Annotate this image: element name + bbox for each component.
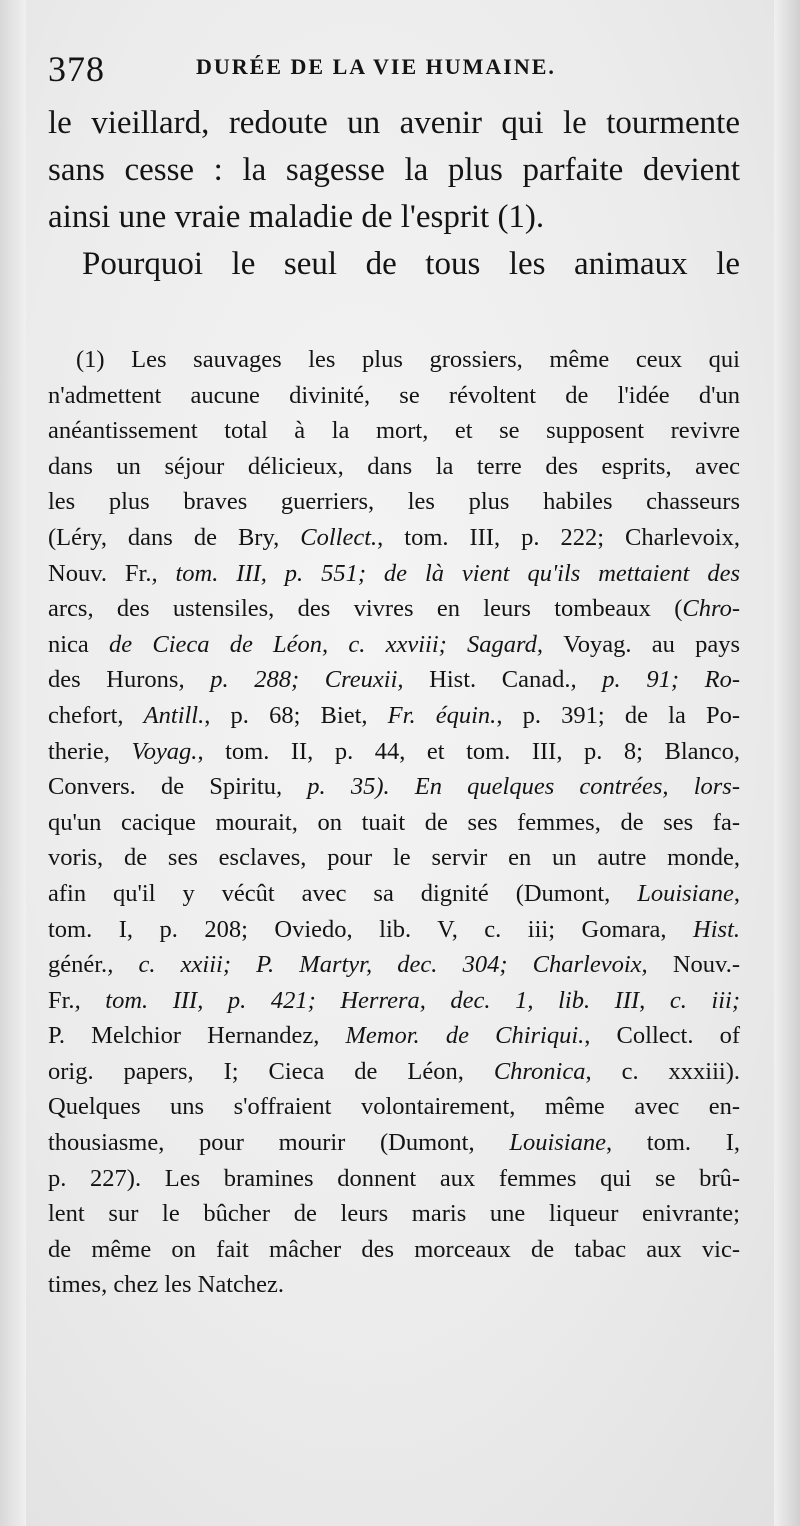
footnote-line xyxy=(48,983,740,1019)
footnote-line xyxy=(48,1125,740,1161)
footnote-line xyxy=(48,734,740,770)
footnote-italic-text: , p. 91; Ro- xyxy=(570,666,740,694)
footnote-text: , c. xxxiii). xyxy=(585,1057,740,1085)
footnote-line xyxy=(48,840,740,876)
footnote xyxy=(48,342,740,1303)
footnote-text: nica xyxy=(48,630,89,658)
footnote-text: anéantissement total à la mort, et se supposent revivre xyxy=(48,417,740,445)
footnote-text: Convers. de Spiritu xyxy=(48,773,276,801)
footnote-line xyxy=(48,449,740,485)
footnote-line xyxy=(48,1196,740,1232)
footnote-line xyxy=(48,413,740,449)
footnote-line xyxy=(48,912,740,948)
main-text-line: ainsi une vraie maladie de l'esprit (1). xyxy=(48,199,545,235)
footnote-text: n'admettent aucune divinité, se révoltent de l'idée d'un xyxy=(48,381,740,409)
footnote-text: , xyxy=(733,879,740,907)
footnote-italic-text: Hist. xyxy=(693,915,740,943)
footnote-text: lent sur le bûcher de leurs maris une liqueur enivrante; xyxy=(48,1200,740,1228)
footnote-line xyxy=(48,1267,740,1303)
footnote-text: Voyag. au pays xyxy=(563,630,740,658)
footnote-line xyxy=(48,698,740,734)
footnote-line xyxy=(48,947,740,983)
main-text xyxy=(48,100,740,288)
footnote-line xyxy=(48,769,740,805)
footnote-italic-text: Louisiane xyxy=(637,879,734,907)
page-edge-right xyxy=(774,0,800,1526)
footnote-text: times, chez les Natchez. xyxy=(48,1271,285,1299)
footnote-line xyxy=(48,662,740,698)
footnote-text: Nouv.- xyxy=(672,951,740,979)
footnote-text: qu'un cacique mourait, on tuait de ses femmes, de ses fa- xyxy=(48,808,740,836)
footnote-italic-text: , tom. III, p. 421; Herrera, dec. 1, lib. III, c. iii; xyxy=(74,986,740,1014)
footnote-text: , Collect. of xyxy=(584,1022,740,1050)
footnote-line xyxy=(48,1054,740,1090)
footnote-italic-text: Chro- xyxy=(682,595,740,623)
footnote-italic-text: , tom. III, p. 551; de là vient qu'ils mettaient des xyxy=(151,559,740,587)
footnote-text: orig. papers, I; Cieca de Léon, xyxy=(48,1057,494,1085)
footnote-text: des Hurons xyxy=(48,666,179,694)
footnote-line xyxy=(48,876,740,912)
footnote-text: Fr. xyxy=(48,986,75,1014)
page-number: 378 xyxy=(48,49,105,89)
footnote-italic-text: , c. xxiii; P. Martyr, dec. 304; Charlevoix, xyxy=(107,951,673,979)
footnote-italic-text: Chronica xyxy=(493,1057,586,1085)
footnote-line xyxy=(48,1018,740,1054)
footnote-text: Nouv. Fr. xyxy=(48,559,152,587)
footnote-line xyxy=(48,591,740,627)
footnote-text: p. 227). Les bramines donnent aux femmes qui se brû- xyxy=(48,1164,740,1192)
footnote-italic-text: Louisiane xyxy=(509,1129,606,1157)
footnote-text: therie, xyxy=(48,737,132,765)
footnote-text: Quelques uns s'offraient volontairement, même avec en- xyxy=(48,1093,740,1121)
footnote-italic-text: , p. 288; Creuxii, xyxy=(178,666,430,694)
footnote-text: , p. 68; Biet, xyxy=(204,701,388,729)
footnote-italic-text: de Cieca de Léon, c. xxviii; Sagard, xyxy=(88,630,564,658)
running-title: DURÉE DE LA VIE HUMAINE. xyxy=(196,54,556,79)
footnote-text: Hist. Canad. xyxy=(429,666,571,694)
footnote-text: afin qu'il y vécût avec sa dignité (Dumont, xyxy=(48,879,638,907)
footnote-line xyxy=(48,484,740,520)
footnote-text: , tom. III, p. 222; Charlevoix, xyxy=(377,523,740,551)
footnote-text: les plus braves guerriers, les plus habiles chasseurs xyxy=(48,488,740,516)
footnote-italic-text: Antill. xyxy=(143,701,205,729)
footnote-line xyxy=(48,1089,740,1125)
footnote-text: (1) Les sauvages les plus grossiers, même ceux qui xyxy=(76,346,740,373)
footnote-text: P. Melchior Hernandez, xyxy=(48,1022,346,1050)
footnote-text: dans un séjour délicieux, dans la terre des esprits, avec xyxy=(48,452,740,480)
footnote-italic-text: Fr. équin. xyxy=(387,701,497,729)
footnote-text: chefort, xyxy=(48,701,144,729)
footnote-italic-text: Memor. de Chiriqui. xyxy=(345,1022,585,1050)
footnote-line xyxy=(48,1161,740,1197)
footnote-line xyxy=(48,520,740,556)
footnote-italic-text: Collect. xyxy=(300,523,378,551)
footnote-line xyxy=(48,342,740,378)
footnote-line xyxy=(48,556,740,592)
page-edge-left xyxy=(0,0,26,1526)
footnote-line xyxy=(48,1232,740,1268)
footnote-text: génér. xyxy=(48,951,108,979)
footnote-text: , tom. I, xyxy=(605,1129,740,1157)
footnote-line xyxy=(48,805,740,841)
main-text-line: sans cesse : la sagesse la plus parfaite devient xyxy=(48,152,740,188)
footnote-line xyxy=(48,627,740,663)
footnote-text: , tom. II, p. 44, et tom. III, p. 8; Blanco, xyxy=(197,737,741,765)
footnote-text: arcs, des ustensiles, des vivres en leurs tombeaux ( xyxy=(48,595,683,623)
footnote-italic-text: , p. 35). En quelques contrées, lors- xyxy=(275,773,740,801)
footnote-text: tom. I, p. 208; Oviedo, lib. V, c. iii; Gomara, xyxy=(48,915,694,943)
main-text-line: le vieillard, redoute un avenir qui le tourmente xyxy=(48,105,740,141)
running-head xyxy=(48,44,740,100)
page-content xyxy=(48,44,740,1303)
footnote-text: de même on fait mâcher des morceaux de tabac aux vic- xyxy=(48,1235,740,1263)
footnote-text: , p. 391; de la Po- xyxy=(496,701,741,729)
footnote-line xyxy=(48,378,740,414)
footnote-italic-text: Voyag. xyxy=(131,737,198,765)
footnote-text: (Léry, dans de Bry, xyxy=(48,523,301,551)
main-text-line: Pourquoi le seul de tous les animaux le xyxy=(82,246,740,282)
footnote-text: thousiasme, pour mourir (Dumont, xyxy=(48,1129,510,1157)
footnote-text: voris, de ses esclaves, pour le servir en un autre monde, xyxy=(48,844,740,872)
